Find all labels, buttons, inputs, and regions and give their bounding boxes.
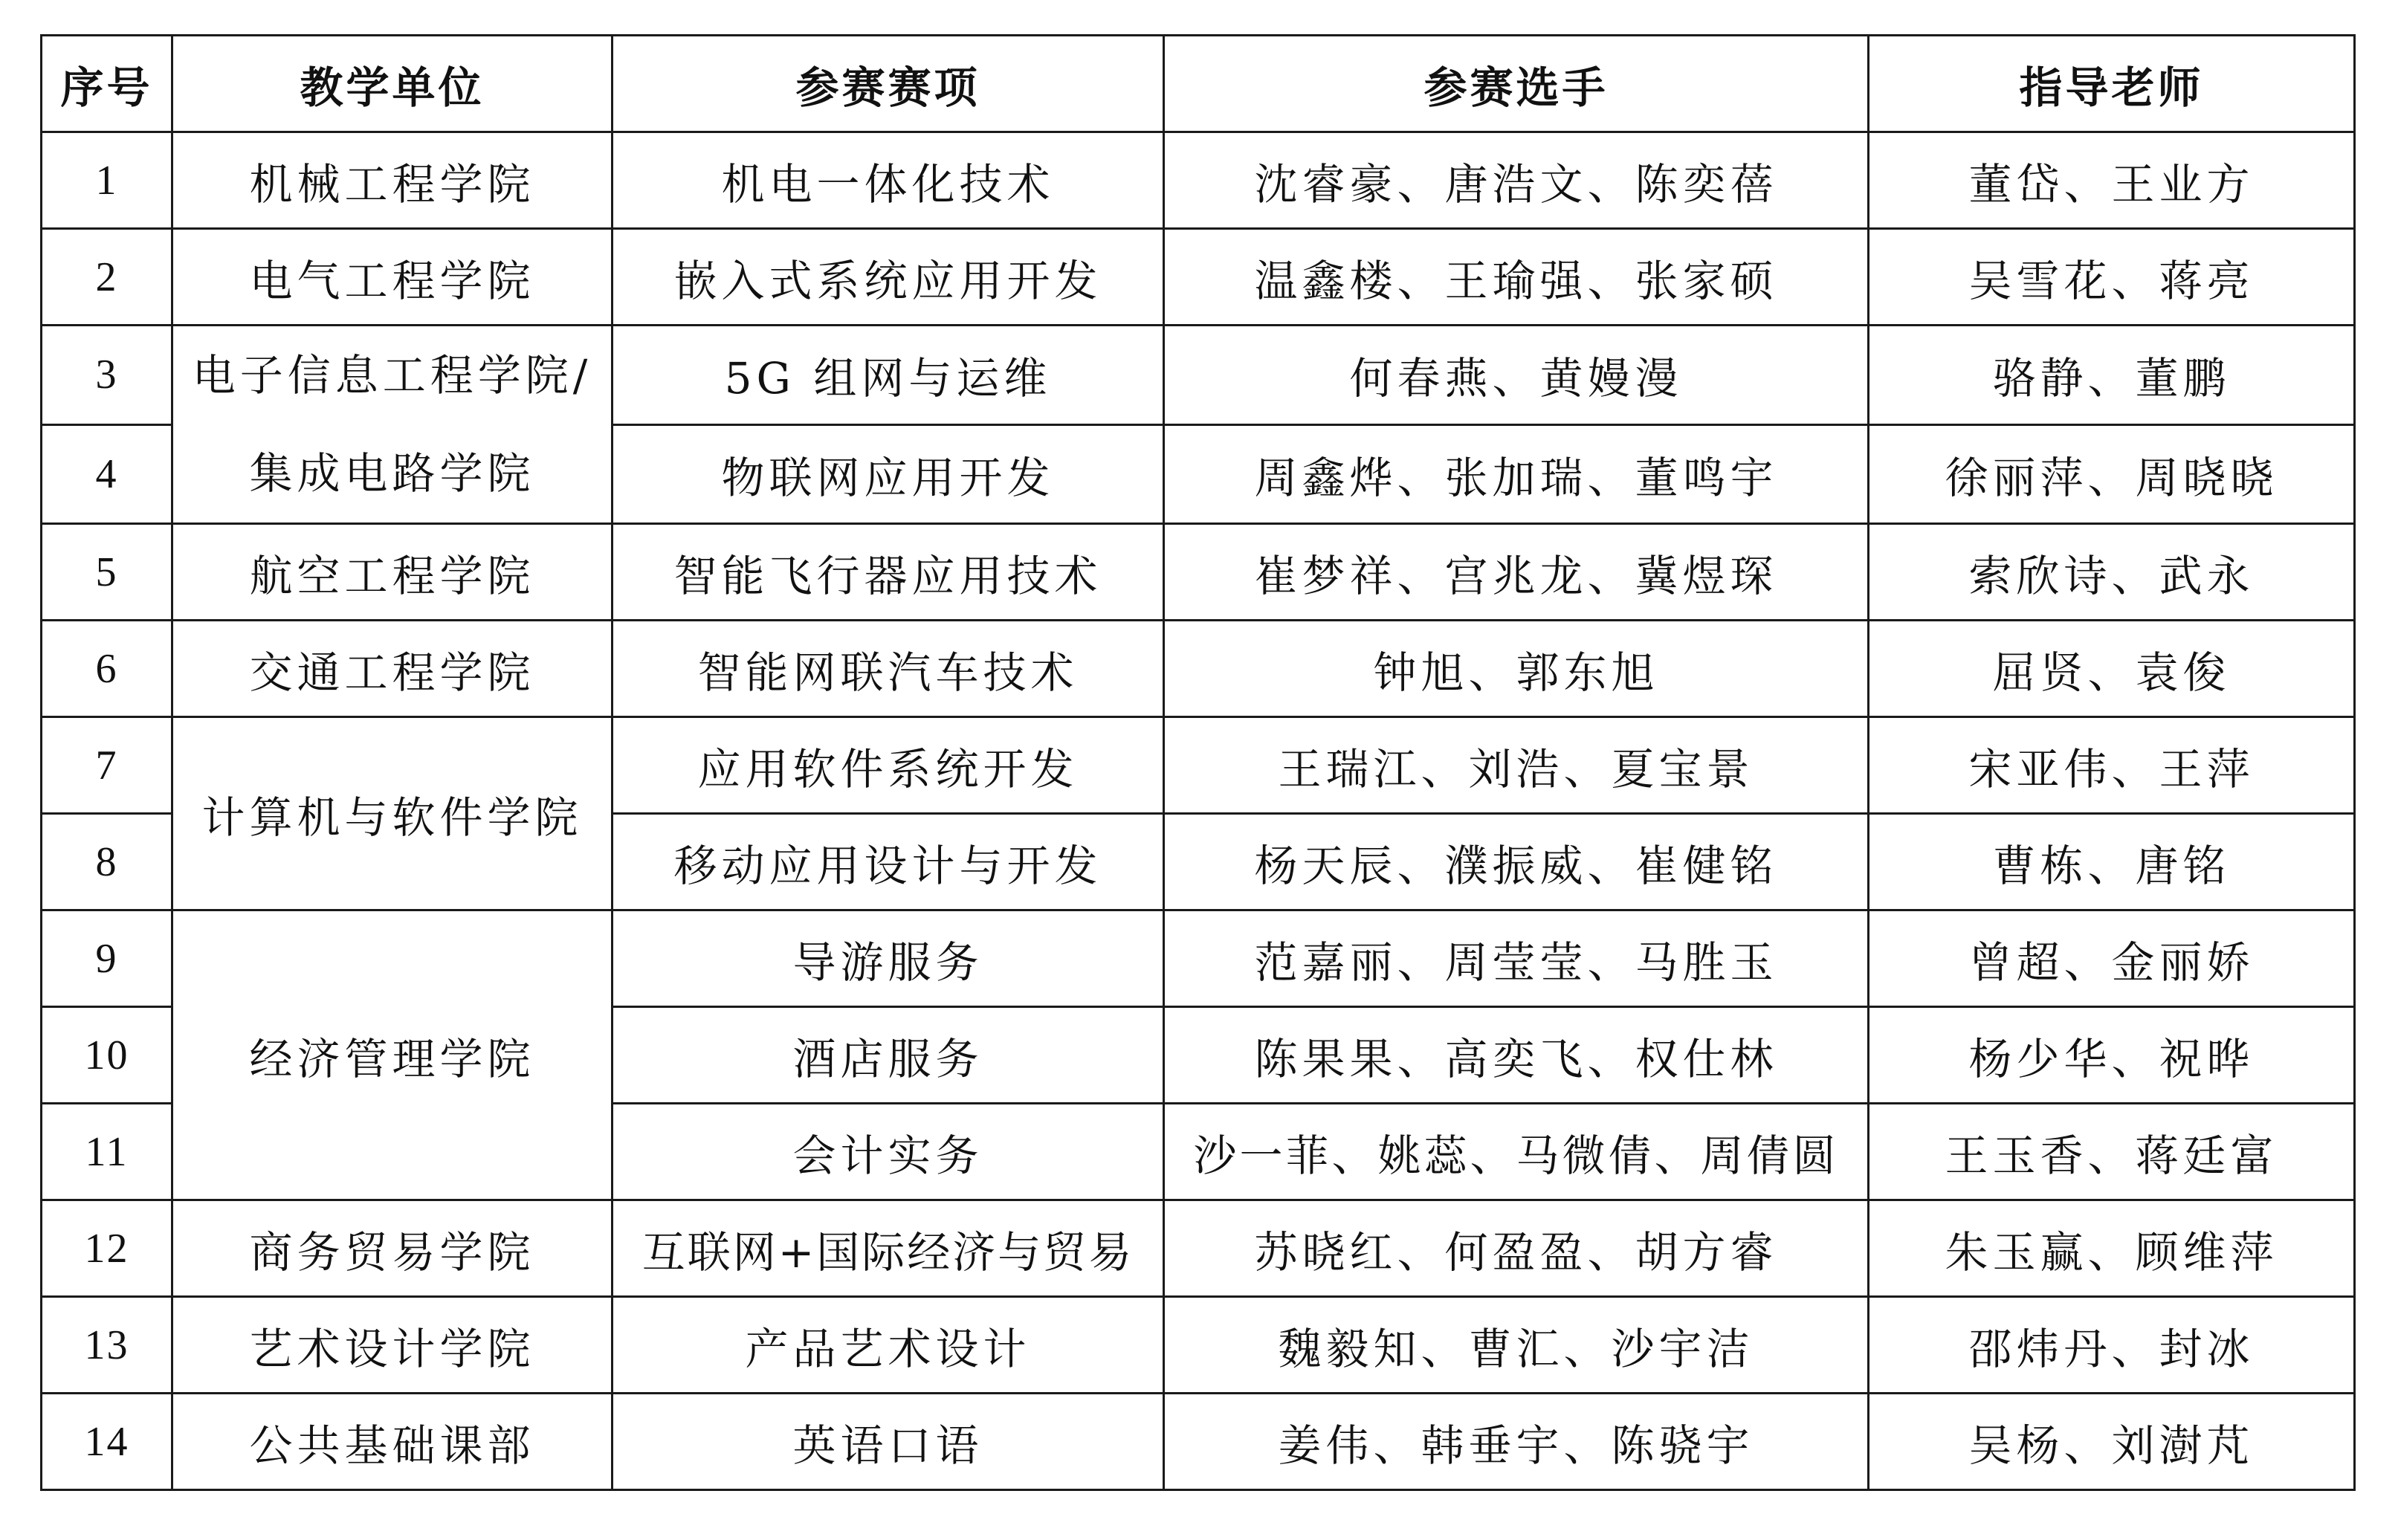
table-row: [42, 717, 2355, 814]
players-cell: 崔梦祥、宫兆龙、冀煜琛: [1164, 524, 1869, 621]
table-row: [42, 524, 2355, 621]
header-unit: 教学单位: [172, 36, 613, 132]
table-row: [42, 1297, 2355, 1394]
teachers-cell: 索欣诗、武永: [1869, 524, 2355, 621]
teachers-cell: 吴杨、刘澍芃: [1869, 1394, 2355, 1490]
unit-line: 电子信息工程学院/: [192, 350, 592, 401]
players-cell: 沈睿豪、唐浩文、陈奕蓓: [1164, 132, 1869, 229]
row-number: 9: [42, 910, 172, 1007]
header-players: 参赛选手: [1164, 36, 1869, 132]
players-cell: 姜伟、韩垂宇、陈骁宇: [1164, 1394, 1869, 1490]
event-cell: 互联网+国际经济与贸易: [613, 1200, 1164, 1297]
teachers-cell: 朱玉赢、顾维萍: [1869, 1200, 2355, 1297]
event-cell: 移动应用设计与开发: [613, 814, 1164, 910]
teachers-cell: 杨少华、祝晔: [1869, 1007, 2355, 1104]
event-cell: 会计实务: [613, 1104, 1164, 1200]
row-number: 6: [42, 621, 172, 717]
event-cell: 智能网联汽车技术: [613, 621, 1164, 717]
row-number: 8: [42, 814, 172, 910]
teachers-cell: 徐丽萍、周晓晓: [1869, 424, 2355, 524]
table-row: [42, 910, 2355, 1007]
row-number: 13: [42, 1297, 172, 1394]
row-number: 1: [42, 132, 172, 229]
players-cell: 周鑫烨、张加瑞、董鸣宇: [1164, 424, 1869, 524]
unit-cell-merged: [172, 326, 613, 524]
row-number: 12: [42, 1200, 172, 1297]
event-cell: 产品艺术设计: [613, 1297, 1164, 1394]
players-cell: 苏晓红、何盈盈、胡方睿: [1164, 1200, 1869, 1297]
row-number: 3: [42, 326, 172, 425]
teachers-cell: 屈贤、袁俊: [1869, 621, 2355, 717]
row-number: 14: [42, 1394, 172, 1490]
teachers-cell: 曾超、金丽娇: [1869, 910, 2355, 1007]
unit-cell: 公共基础课部: [172, 1394, 613, 1490]
row-number: 2: [42, 229, 172, 326]
teachers-cell: 邵炜丹、封冰: [1869, 1297, 2355, 1394]
event-cell: 机电一体化技术: [613, 132, 1164, 229]
unit-cell: 商务贸易学院: [172, 1200, 613, 1297]
competition-table-container: [40, 34, 2353, 1491]
players-cell: 何春燕、黄嫚漫: [1164, 326, 1869, 425]
table-row: [42, 1200, 2355, 1297]
teachers-cell: 吴雪花、蒋亮: [1869, 229, 2355, 326]
teachers-cell: 宋亚伟、王萍: [1869, 717, 2355, 814]
unit-cell-merged: 计算机与软件学院: [172, 717, 613, 910]
header-event: 参赛赛项: [613, 36, 1164, 132]
players-cell: 王瑞江、刘浩、夏宝景: [1164, 717, 1869, 814]
teachers-cell: 曹栋、唐铭: [1869, 814, 2355, 910]
unit-cell: 航空工程学院: [172, 524, 613, 621]
unit-cell: 电气工程学院: [172, 229, 613, 326]
row-number: 4: [42, 424, 172, 524]
teachers-cell: 王玉香、蒋廷富: [1869, 1104, 2355, 1200]
table-row: [42, 621, 2355, 717]
teachers-cell: 骆静、董鹏: [1869, 326, 2355, 425]
row-number: 10: [42, 1007, 172, 1104]
row-number: 5: [42, 524, 172, 621]
unit-cell: 机械工程学院: [172, 132, 613, 229]
header-no: 序号: [42, 36, 172, 132]
players-cell: 杨天辰、濮振威、崔健铭: [1164, 814, 1869, 910]
players-cell: 范嘉丽、周莹莹、马胜玉: [1164, 910, 1869, 1007]
event-cell: 应用软件系统开发: [613, 717, 1164, 814]
table-row: [42, 229, 2355, 326]
event-cell: 5G 组网与运维: [613, 326, 1164, 425]
row-number: 11: [42, 1104, 172, 1200]
table-row: [42, 1394, 2355, 1490]
teachers-cell: 董岱、王业方: [1869, 132, 2355, 229]
row-number: 7: [42, 717, 172, 814]
players-cell: 沙一菲、姚蕊、马微倩、周倩圆: [1164, 1104, 1869, 1200]
table-row: [42, 326, 2355, 425]
header-teachers: 指导老师: [1869, 36, 2355, 132]
unit-cell-merged: 经济管理学院: [172, 910, 613, 1200]
event-cell: 酒店服务: [613, 1007, 1164, 1104]
unit-cell: 艺术设计学院: [172, 1297, 613, 1394]
players-cell: 钟旭、郭东旭: [1164, 621, 1869, 717]
header-row: [42, 36, 2355, 132]
event-cell: 英语口语: [613, 1394, 1164, 1490]
unit-line: 集成电路学院: [249, 448, 535, 499]
event-cell: 物联网应用开发: [613, 424, 1164, 524]
players-cell: 魏毅知、曹汇、沙宇洁: [1164, 1297, 1869, 1394]
competition-table: [40, 34, 2356, 1491]
unit-cell: 交通工程学院: [172, 621, 613, 717]
players-cell: 陈果果、高奕飞、权仕林: [1164, 1007, 1869, 1104]
event-cell: 智能飞行器应用技术: [613, 524, 1164, 621]
event-cell: 导游服务: [613, 910, 1164, 1007]
players-cell: 温鑫楼、王瑜强、张家硕: [1164, 229, 1869, 326]
table-row: [42, 132, 2355, 229]
event-cell: 嵌入式系统应用开发: [613, 229, 1164, 326]
